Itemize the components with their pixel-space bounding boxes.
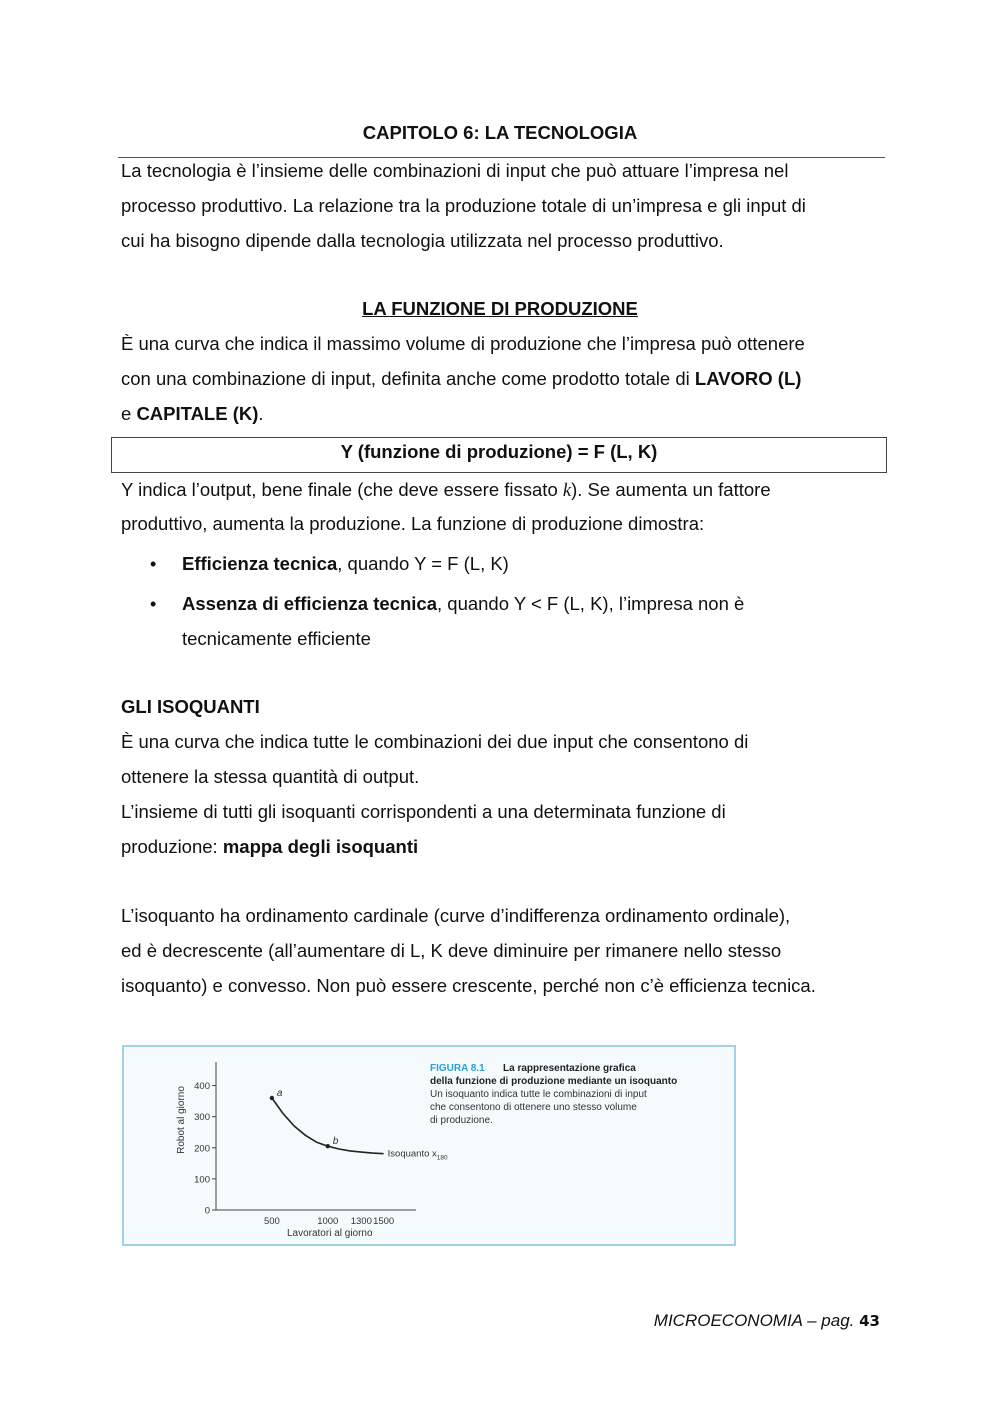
caption-title-2: della funzione di produzione mediante un isoquanto bbox=[430, 1076, 678, 1087]
s1-line-2 bbox=[121, 368, 801, 390]
title-divider bbox=[118, 157, 885, 158]
figure-8-1 bbox=[122, 1045, 736, 1246]
y-ticks bbox=[194, 1081, 216, 1216]
bullet-1-bold: Efficienza tecnica bbox=[182, 553, 338, 574]
s1-line-3-post: . bbox=[258, 403, 264, 424]
s2-p2-line-2: ed è decrescente (all’aumentare di L, K deve diminuire per rimanere nello stesso bbox=[121, 940, 782, 961]
y-tick-label: 200 bbox=[194, 1143, 210, 1155]
s2-p1-line-2: ottenere la stessa quantità di output. bbox=[121, 766, 420, 787]
intro-line-2: processo produttivo. La relazione tra la produzione totale di un’impresa e gli input di bbox=[121, 195, 806, 216]
footer-text: MICROECONOMIA – pag. bbox=[653, 1311, 855, 1330]
s1-after-1-pre: Y indica l’output, bene finale (che deve essere fissato bbox=[121, 479, 563, 500]
curve-points bbox=[270, 1088, 339, 1148]
s1-after-1-var: k bbox=[562, 481, 572, 501]
section-title-isoquanti: GLI ISOQUANTI bbox=[121, 696, 260, 717]
mappa-isoquanti-term: mappa degli isoquanti bbox=[222, 836, 419, 857]
y-tick-label: 300 bbox=[194, 1112, 210, 1124]
series-label bbox=[388, 1149, 448, 1162]
s1-lavoro-term: LAVORO (L) bbox=[694, 368, 802, 389]
chapter-title: CAPITOLO 6: LA TECNOLOGIA bbox=[362, 122, 638, 143]
y-tick-label: 400 bbox=[194, 1081, 210, 1093]
s1-line-1: È una curva che indica il massimo volume di produzione che l’impresa può ottenere bbox=[121, 333, 805, 354]
x-ticks bbox=[264, 1216, 394, 1227]
isoquant-chart bbox=[124, 1047, 734, 1244]
y-tick-label: 100 bbox=[194, 1174, 210, 1186]
s1-after-line-1 bbox=[121, 479, 771, 502]
section-title-funzione: LA FUNZIONE DI PRODUZIONE bbox=[362, 298, 638, 319]
point-label-a: a bbox=[276, 1088, 283, 1099]
bullet-dot-1: • bbox=[150, 554, 157, 574]
caption-body-3: di produzione. bbox=[430, 1115, 493, 1126]
caption-label: FIGURA 8.1 bbox=[430, 1063, 485, 1074]
x-tick-label: 500 bbox=[263, 1216, 280, 1227]
caption-body-1: Un isoquanto indica tutte le combinazioni di input bbox=[430, 1089, 647, 1100]
bullet-2-bold: Assenza di efficienza tecnica bbox=[182, 593, 437, 614]
point-label-b: b bbox=[332, 1136, 339, 1148]
series-name: Isoquanto x bbox=[387, 1148, 437, 1160]
formula-text: Y (funzione di produzione) = F (L, K) bbox=[340, 441, 658, 462]
s2-p1-line-4-pre: produzione: bbox=[121, 836, 223, 857]
s1-line-3 bbox=[121, 403, 264, 425]
bullet-1-text: , quando Y = F (L, K) bbox=[337, 553, 509, 574]
caption-body-2: che consentono di ottenere uno stesso volume bbox=[430, 1102, 637, 1113]
intro-line-1: La tecnologia è l’insieme delle combinazioni di input che può attuare l’impresa nel bbox=[121, 160, 789, 181]
y-tick-label: 0 bbox=[204, 1205, 210, 1217]
point-b bbox=[326, 1144, 330, 1148]
bullet-1 bbox=[182, 553, 509, 575]
x-tick-label: 1000 bbox=[317, 1216, 339, 1227]
chart-axes bbox=[216, 1062, 416, 1210]
s2-p1-line-1: È una curva che indica tutte le combinazioni dei due input che consentono di bbox=[121, 731, 749, 752]
series-subscript: 180 bbox=[436, 1154, 448, 1162]
y-axis-label: Robot al giorno bbox=[176, 1086, 187, 1154]
page-number: 43 bbox=[859, 1312, 880, 1330]
s1-line-2-text: con una combinazione di input, definita anche come prodotto totale di bbox=[121, 368, 695, 389]
s2-p1-line-4 bbox=[121, 836, 418, 858]
point-a bbox=[270, 1096, 274, 1100]
s2-p1-line-3: L’insieme di tutti gli isoquanti corrispondenti a una determinata funzione di bbox=[121, 801, 726, 822]
page-footer bbox=[654, 1311, 880, 1331]
s1-capitale-term: CAPITALE (K) bbox=[136, 403, 259, 424]
bullet-dot-2: • bbox=[150, 594, 157, 614]
x-tick-label: 1300 bbox=[350, 1216, 372, 1227]
s1-line-3-pre: e bbox=[121, 403, 137, 424]
s1-after-line-2: produttivo, aumenta la produzione. La funzione di produzione dimostra: bbox=[121, 513, 705, 534]
bullet-2-cont: tecnicamente efficiente bbox=[182, 628, 371, 649]
s1-after-1-post: ). Se aumenta un fattore bbox=[571, 479, 771, 500]
s2-p2-line-3: isoquanto) e convesso. Non può essere crescente, perché non c’è efficienza tecnica. bbox=[121, 975, 816, 996]
bullet-2 bbox=[182, 593, 744, 615]
bullet-2-text: , quando Y < F (L, K), l’impresa non è bbox=[437, 593, 745, 614]
intro-line-3: cui ha bisogno dipende dalla tecnologia utilizzata nel processo produttivo. bbox=[121, 230, 724, 251]
caption-title-1: La rappresentazione grafica bbox=[503, 1063, 636, 1074]
x-tick-label: 1500 bbox=[373, 1216, 395, 1227]
formula-box bbox=[111, 437, 887, 473]
s2-p2-line-1: L’isoquanto ha ordinamento cardinale (curve d’indifferenza ordinamento ordinale), bbox=[121, 905, 791, 926]
x-axis-label: Lavoratori al giorno bbox=[286, 1228, 373, 1239]
